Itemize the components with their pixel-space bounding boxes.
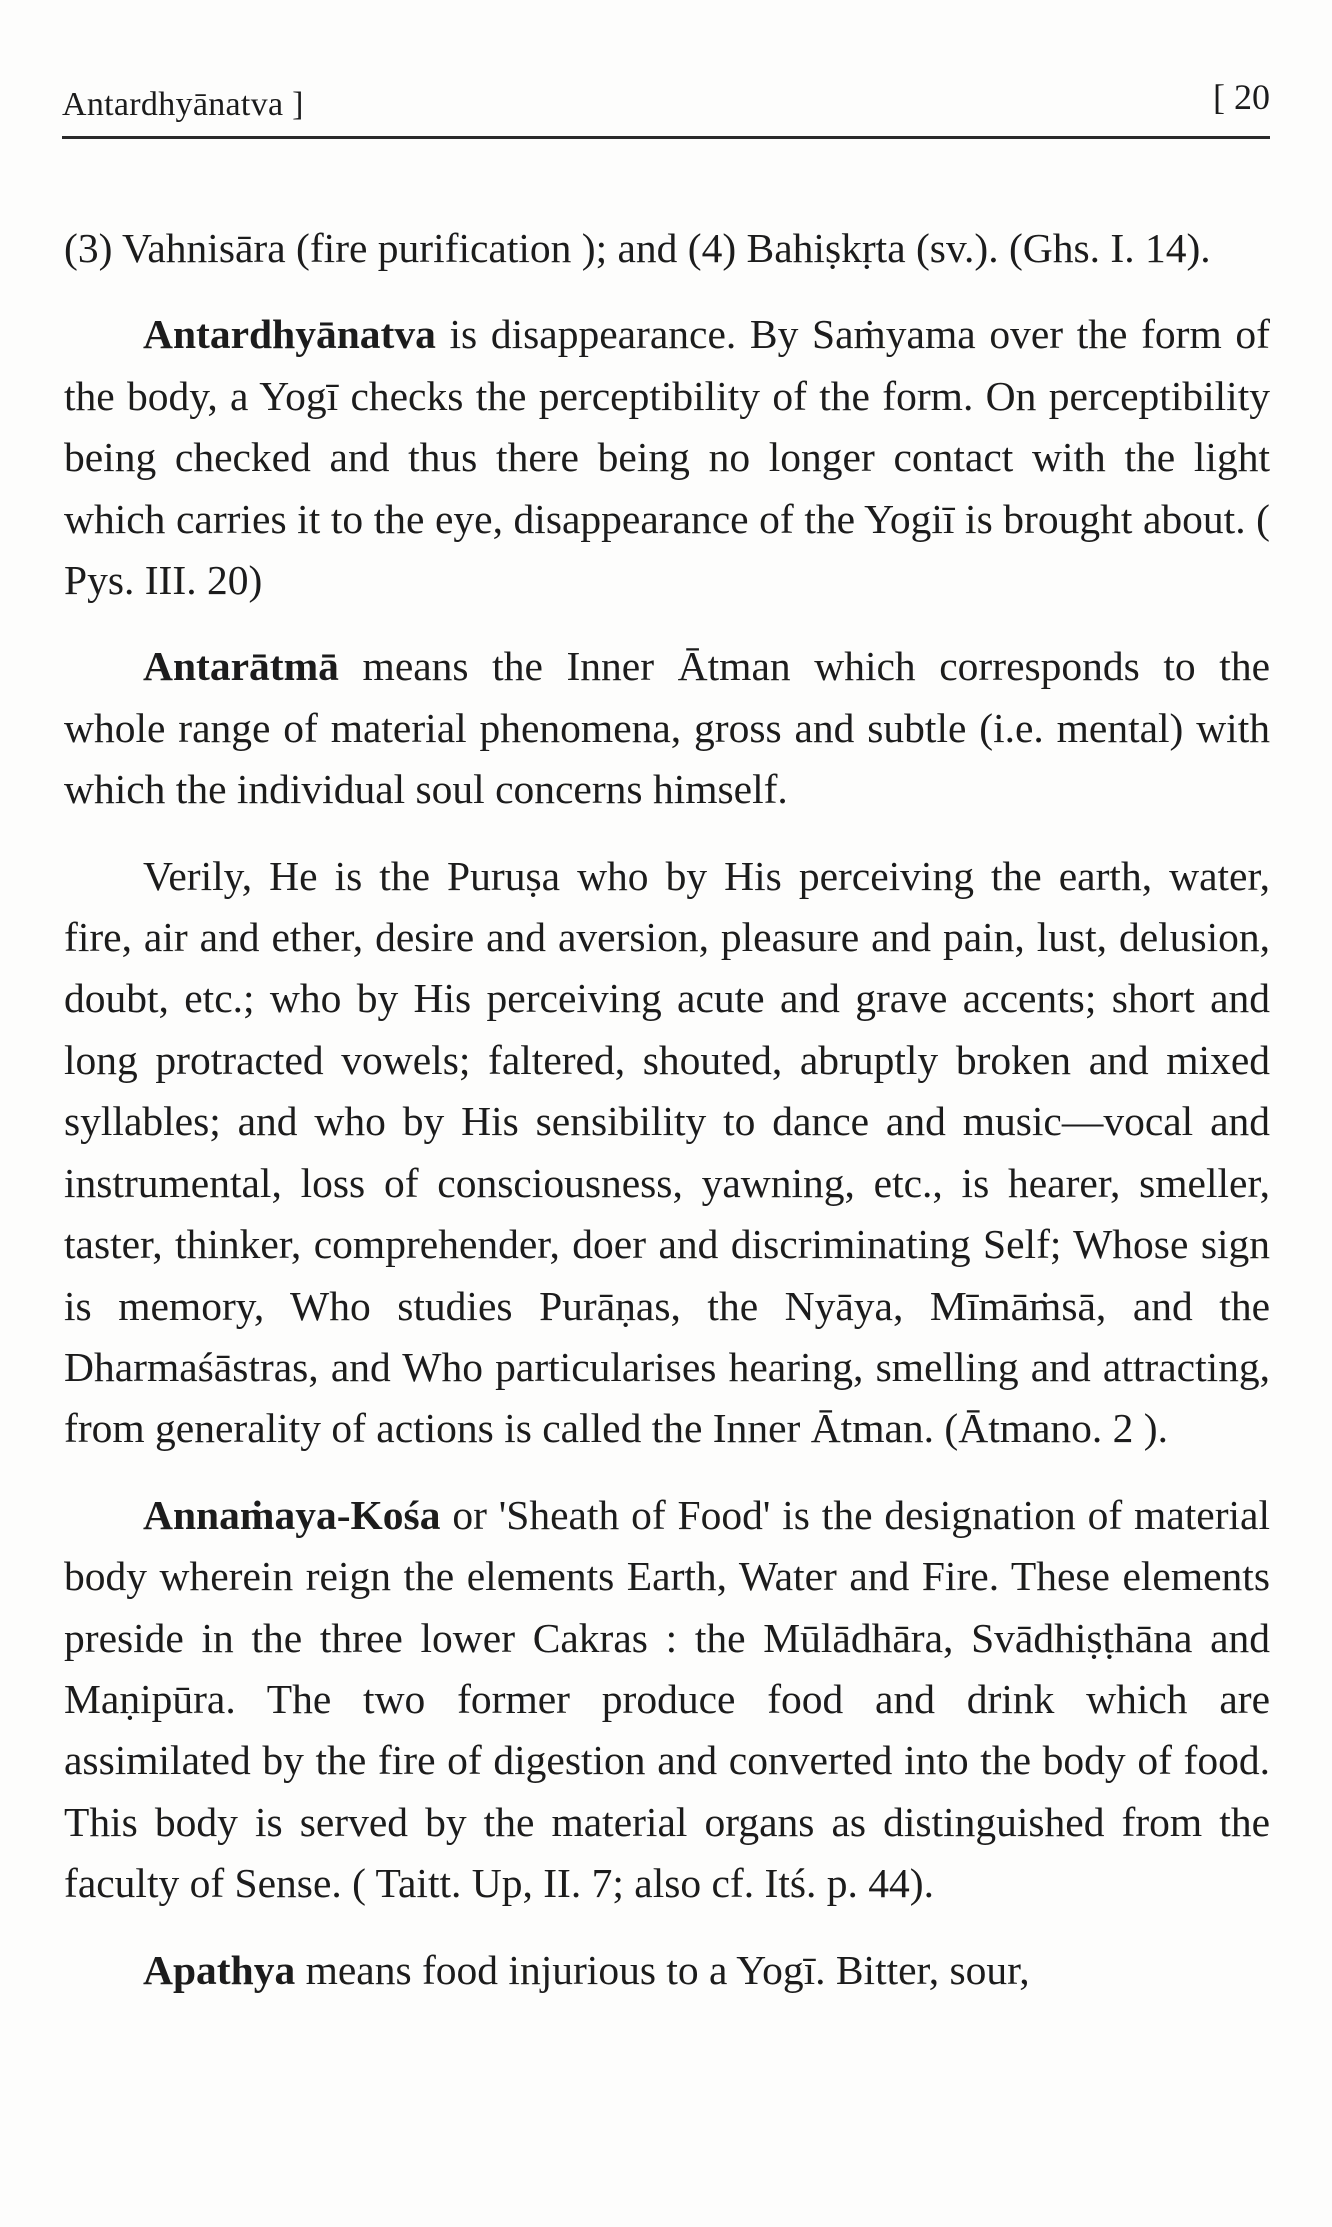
entry-antardhyanatva (64, 304, 1270, 611)
entry-text: means food injurious to a Yogī. Bitter, sour, (295, 1946, 1030, 1993)
paragraph-continuation (64, 218, 1270, 279)
page-number: [ 20 (1213, 77, 1270, 117)
entry-antaratma (64, 636, 1270, 820)
body-text (64, 218, 1270, 2026)
paragraph-purusa (64, 846, 1270, 1460)
entry-term: Annaṁaya-Kośa (143, 1491, 441, 1538)
entry-term: Apathya (143, 1946, 296, 1993)
paragraph-text: Verily, He is the Puruṣa who by His perceiving the earth, water, fire, air and ether, desire and aversion, pleasure and pain, lust, delusion, doubt, etc.; who by His perceiving acute and grave accents; short and long protracted vowels; faltered, shouted, abruptly broken and mixed syllables; and who by His sensibility to dance and music—vocal and instrumental, loss of consciousness, yawning, etc., is hearer, smeller, taster, thinker, comprehender, doer and discriminating Self; Whose sign is memory, Who studies Purāṇas, the Nyāya, Mīmāṁsā, and the Dharmaśāstras, and Who particularises hearing, smelling and attracting, from generality of actions is called the Inner Ātman. (Ātmano. 2 ). (64, 852, 1270, 1452)
entry-annamaya-kosa (64, 1485, 1270, 1915)
running-header (62, 70, 1270, 139)
paragraph-text: (3) Vahnisāra (fire purification ); and (4) Bahiṣkṛta (sv.). (Ghs. I. 14). (64, 225, 1211, 271)
entry-term: Antarātmā (143, 643, 339, 690)
entry-text: or 'Sheath of Food' is the designation of material body wherein reign the elements Earth, Water and Fire. These elements preside in the three lower Cakras : the Mūlādhāra, Svādhiṣṭhāna and Maṇipūra. The two former produce food and drink which are assimilated by the fire of digestion and converted into the body of food. This body is served by the material organs as distinguished from the faculty of Sense. ( Taitt. Up, II. 7; also cf. Itś. p. 44). (64, 1491, 1270, 1907)
entry-text: means the Inner Ātman which corresponds to the whole range of material phenomena, gross and subtle (i.e. mental) with which the individual soul concerns himself. (64, 643, 1270, 813)
section-title: Antardhyānatva ] (62, 86, 304, 123)
entry-text: is disappearance. By Saṁyama over the form of the body, a Yogī checks the perceptibility of the form. On perceptibility being checked and thus there being no longer contact with the light which carries it to the eye, disappearance of the Yogiī is brought about. ( Pys. III. 20) (64, 311, 1270, 604)
entry-term: Antardhyānatva (143, 311, 436, 358)
entry-apathya (64, 1940, 1270, 2001)
